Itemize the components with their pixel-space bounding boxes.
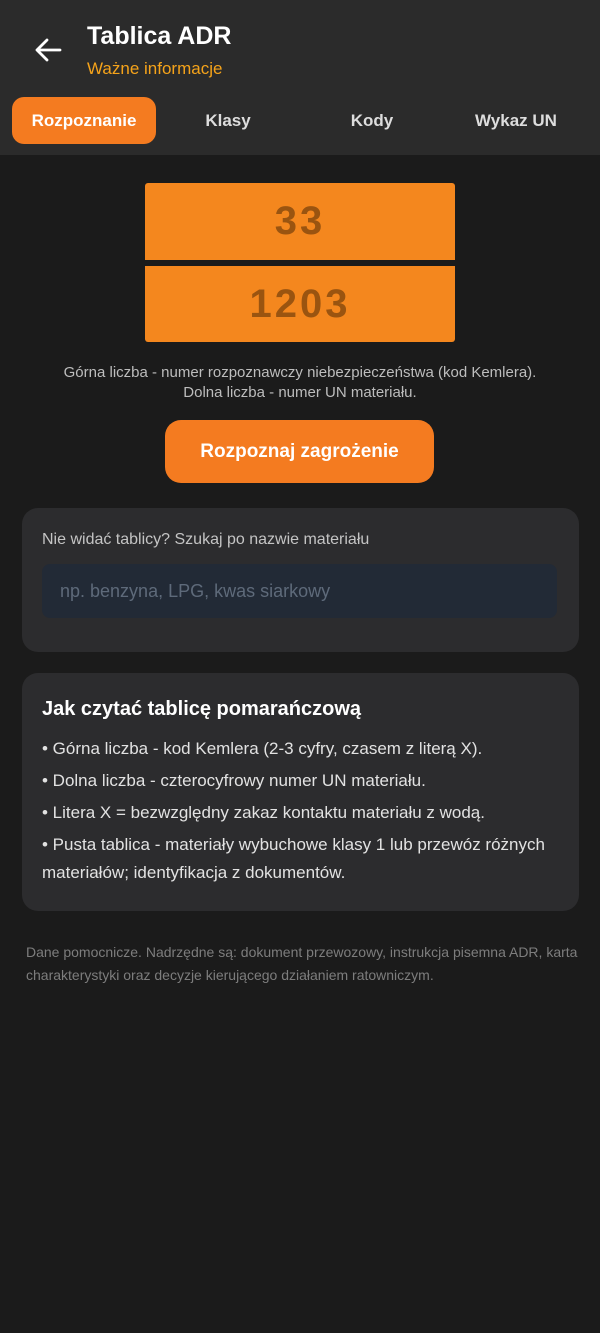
page-title: Tablica ADR: [87, 22, 232, 50]
page-subtitle: Ważne informacje: [87, 59, 223, 78]
list-item: • Litera X = bezwzględny zakaz kontaktu materiału z wodą.: [42, 803, 485, 822]
plate-caption-line-2: Dolna liczba - numer UN materiału.: [183, 384, 417, 401]
kemler-code: 33: [274, 199, 326, 243]
tab-bar: [12, 97, 588, 144]
disclaimer-note: Dane pomocnicze. Nadrzędne są: dokument przewozowy, instrukcja pisemna ADR, karta charakterystyki oraz decyzje kierującego działaniem ratowniczym.: [26, 944, 578, 983]
app-header: [0, 0, 600, 155]
tab-rozpoznanie[interactable]: Rozpoznanie: [12, 97, 156, 144]
tab-wykaz-un[interactable]: Wykaz UN: [475, 110, 557, 130]
tab-klasy[interactable]: Klasy: [205, 110, 251, 130]
adr-plate: [145, 183, 455, 342]
info-title: Jak czytać tablicę pomarańczową: [42, 698, 362, 720]
list-item: • Pusta tablica - materiały wybuchowe klasy 1 lub przewóz różnych materiałów; identyfikacja z dokumentów.: [42, 835, 545, 882]
un-number: 1203: [249, 281, 351, 326]
plate-caption-line-1: Górna liczba - numer rozpoznawczy niebezpieczeństwa (kod Kemlera).: [63, 364, 537, 381]
info-card: [22, 673, 579, 911]
material-search-input[interactable]: [42, 564, 557, 618]
back-button[interactable]: [26, 30, 70, 70]
recognize-hazard-button[interactable]: Rozpoznaj zagrożenie: [165, 420, 434, 483]
list-item: • Dolna liczba - czterocyfrowy numer UN materiału.: [42, 771, 426, 790]
info-list: [42, 735, 562, 891]
plate-caption: [20, 363, 580, 403]
arrow-left-icon: [34, 38, 62, 62]
search-label: Nie widać tablicy? Szukaj po nazwie materiału: [42, 531, 370, 548]
tab-kody[interactable]: Kody: [350, 110, 394, 130]
search-card: [22, 508, 579, 652]
list-item: • Górna liczba - kod Kemlera (2-3 cyfry, czasem z literą X).: [42, 739, 483, 758]
